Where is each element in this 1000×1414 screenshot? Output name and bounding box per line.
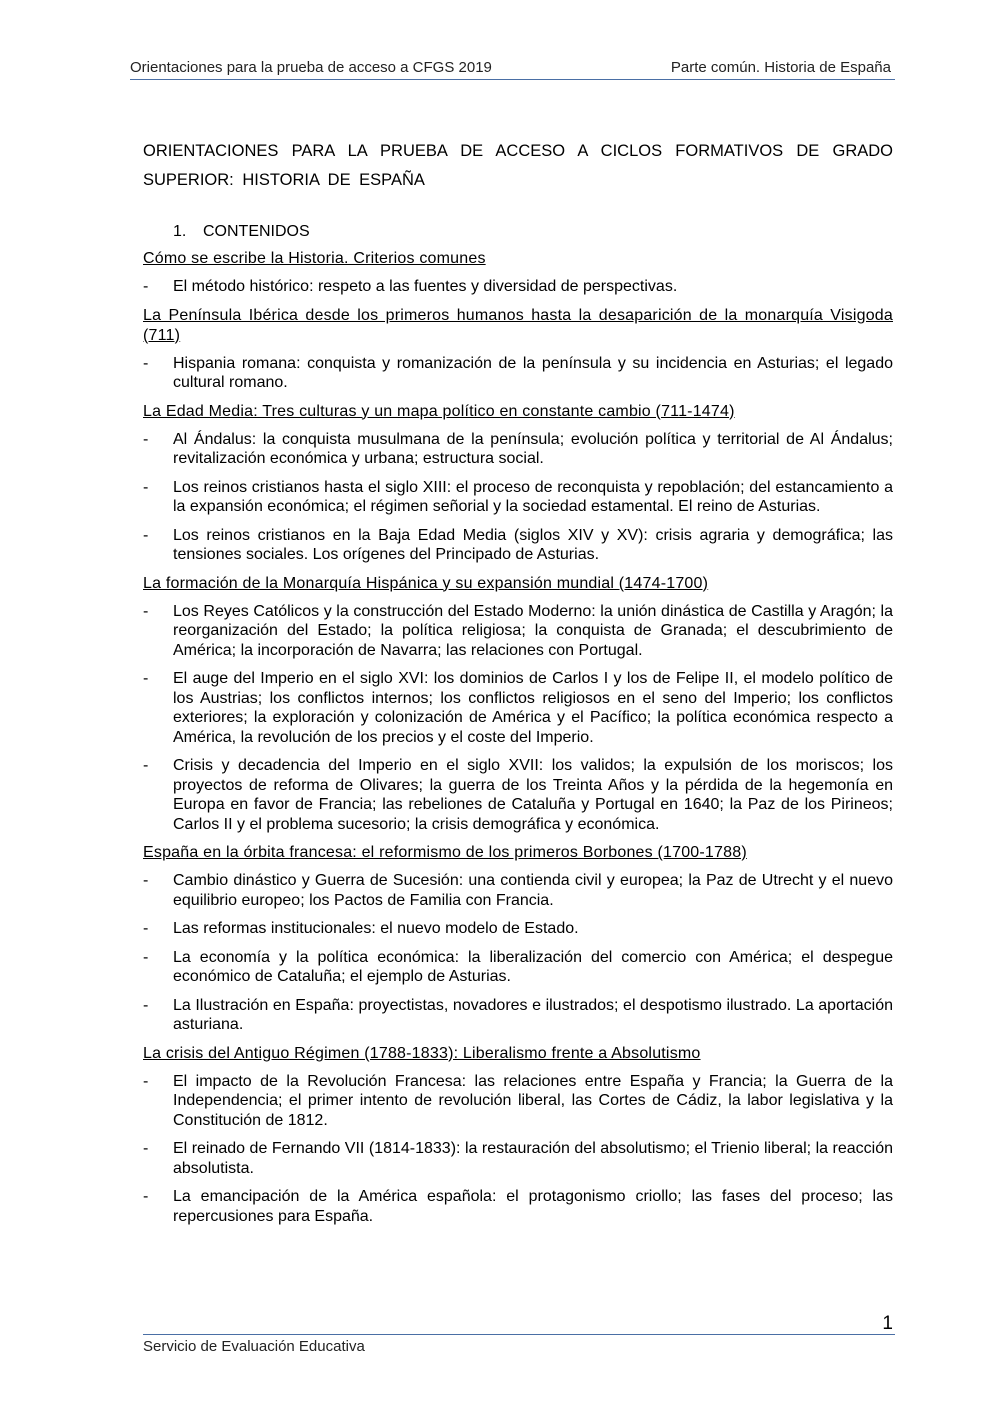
subsection-heading: La crisis del Antiguo Régimen (1788-1833): Liberalismo frente a Absolutismo xyxy=(143,1044,701,1062)
list-item-text: Los reinos cristianos hasta el siglo XIII: el proceso de reconquista y repoblación; del estancamiento a la expansión económica; el régimen señorial y la sociedad estamental. El reino de Asturias. xyxy=(173,478,893,515)
bullet-dash: - xyxy=(143,920,149,937)
list-item xyxy=(143,996,893,1035)
list-item-text: El auge del Imperio en el siglo XVI: los dominios de Carlos I y los de Felipe II, el modelo político de los Austrias; los conflictos internos; los conflictos religiosos en el seno del Imperio; los conflictos exteriores; la exploración y colonización de América y el Pacífico; la política económica respecto a América, la revolución de los precios y el coste del Imperio. xyxy=(173,670,893,746)
list-item xyxy=(143,1139,893,1178)
bullet-dash: - xyxy=(143,1072,149,1090)
list-item-text: El reinado de Fernando VII (1814-1833): la restauración del absolutismo; el Trienio liberal; la reacción absolutista. xyxy=(173,1140,893,1177)
section-heading xyxy=(173,223,893,241)
list-item xyxy=(143,756,893,834)
bullet-dash: - xyxy=(143,1188,149,1205)
subsection-heading: La Edad Media: Tres culturas y un mapa político en constante cambio (711-1474) xyxy=(143,402,735,420)
list-item xyxy=(143,1072,893,1131)
list-item-text: La economía y la política económica: la liberalización del comercio con América; el despegue económico de Cataluña; el ejemplo de Asturias. xyxy=(173,948,893,985)
list-item xyxy=(143,669,893,747)
list-item xyxy=(143,871,893,910)
title-line-1: ORIENTACIONES PARA LA PRUEBA DE ACCESO A CICLOS FORMATIVOS DE GRADO xyxy=(143,142,893,160)
list-item-text: Los Reyes Católicos y la construcción del Estado Moderno: la unión dinástica de Castilla y Aragón; la reorganización del Estado; la política religiosa; la conquista de Granada; el descubrimiento de América; la incorporación de Navarra; las relaciones con Portugal. xyxy=(173,602,893,659)
subsection-heading: España en la órbita francesa: el reformismo de los primeros Borbones (1700-1788) xyxy=(143,844,747,861)
list-item-text: Los reinos cristianos en la Baja Edad Media (siglos XIV y XV): crisis agraria y demográfica; las tensiones sociales. Los orígenes del Principado de Asturias. xyxy=(173,526,893,563)
list-item xyxy=(143,948,893,987)
footer-text: Servicio de Evaluación Educativa xyxy=(143,1338,365,1355)
list-item xyxy=(143,354,893,393)
list-item xyxy=(143,277,893,297)
footer-divider xyxy=(143,1334,895,1335)
list-item-text: La Ilustración en España: proyectistas, novadores e ilustrados; el despotismo ilustrado. La aportación asturiana. xyxy=(173,996,893,1033)
bullet-dash: - xyxy=(143,872,149,889)
bullet-dash: - xyxy=(143,430,149,448)
list-item xyxy=(143,602,893,661)
document-title xyxy=(143,137,893,195)
bullet-dash: - xyxy=(143,354,149,372)
list-item xyxy=(143,478,893,517)
section-number: 1. xyxy=(173,223,187,240)
header-right-text: Parte común. Historia de España xyxy=(670,59,891,76)
subsection-heading: Cómo se escribe la Historia. Criterios comunes xyxy=(143,250,486,267)
content-groups xyxy=(143,249,893,1226)
list-item-text: Al Ándalus: la conquista musulmana de la península; evolución política y territorial de Al Ándalus; revitalización económica y urbana; estructura social. xyxy=(173,430,893,467)
list-item xyxy=(143,919,893,939)
bullet-dash: - xyxy=(143,948,149,966)
list-item-text: Crisis y decadencia del Imperio en el siglo XVII: los validos; la expulsión de los moriscos; los proyectos de reforma de Olivares; la guerra de los Treinta Años y la pérdida de la hegemonía en Europa en favor de Francia; las rebeliones de Cataluña y Portugal en 1640; la Paz de los Pirineos; Carlos II y el problema sucesorio; la crisis demográfica y económica. xyxy=(173,757,893,833)
list-item xyxy=(143,430,893,469)
list-item-text: Cambio dinástico y Guerra de Sucesión: una contienda civil y europea; la Paz de Utrecht y el nuevo equilibrio europeo; los Pactos de Familia con Francia. xyxy=(173,872,893,909)
document-body xyxy=(143,137,893,1235)
bullet-dash: - xyxy=(143,602,149,620)
bullet-dash: - xyxy=(143,526,149,544)
list-item-text: El impacto de la Revolución Francesa: las relaciones entre España y Francia; la Guerra de la Independencia; el primer intento de revolución liberal, las Cortes de Cádiz, la labor legislativa y la Constitución de 1812. xyxy=(173,1072,893,1129)
section-label: CONTENIDOS xyxy=(203,223,310,240)
subsection-heading: La formación de la Monarquía Hispánica y su expansión mundial (1474-1700) xyxy=(143,574,709,592)
list-item xyxy=(143,1187,893,1226)
list-item-text: El método histórico: respeto a las fuentes y diversidad de perspectivas. xyxy=(173,278,678,295)
list-item-text: Las reformas institucionales: el nuevo modelo de Estado. xyxy=(173,920,579,937)
subsection-heading: La Península Ibérica desde los primeros humanos hasta la desaparición de la monarquía Visigoda (711) xyxy=(143,306,893,344)
bullet-dash: - xyxy=(143,757,149,774)
page-header xyxy=(130,59,895,80)
list-item-text: Hispania romana: conquista y romanización de la península y su incidencia en Asturias; el legado cultural romano. xyxy=(173,354,893,391)
bullet-dash: - xyxy=(143,478,149,496)
bullet-dash: - xyxy=(143,278,149,295)
page-number: 1 xyxy=(882,1313,893,1334)
list-item xyxy=(143,526,893,565)
bullet-dash: - xyxy=(143,670,149,687)
bullet-dash: - xyxy=(143,996,149,1014)
header-left-text: Orientaciones para la prueba de acceso a CFGS 2019 xyxy=(130,59,492,76)
title-line-2: SUPERIOR: HISTORIA DE ESPAÑA xyxy=(143,171,425,189)
list-item-text: La emancipación de la América española: el protagonismo criollo; las fases del proceso; las repercusiones para España. xyxy=(173,1188,893,1225)
bullet-dash: - xyxy=(143,1140,149,1157)
